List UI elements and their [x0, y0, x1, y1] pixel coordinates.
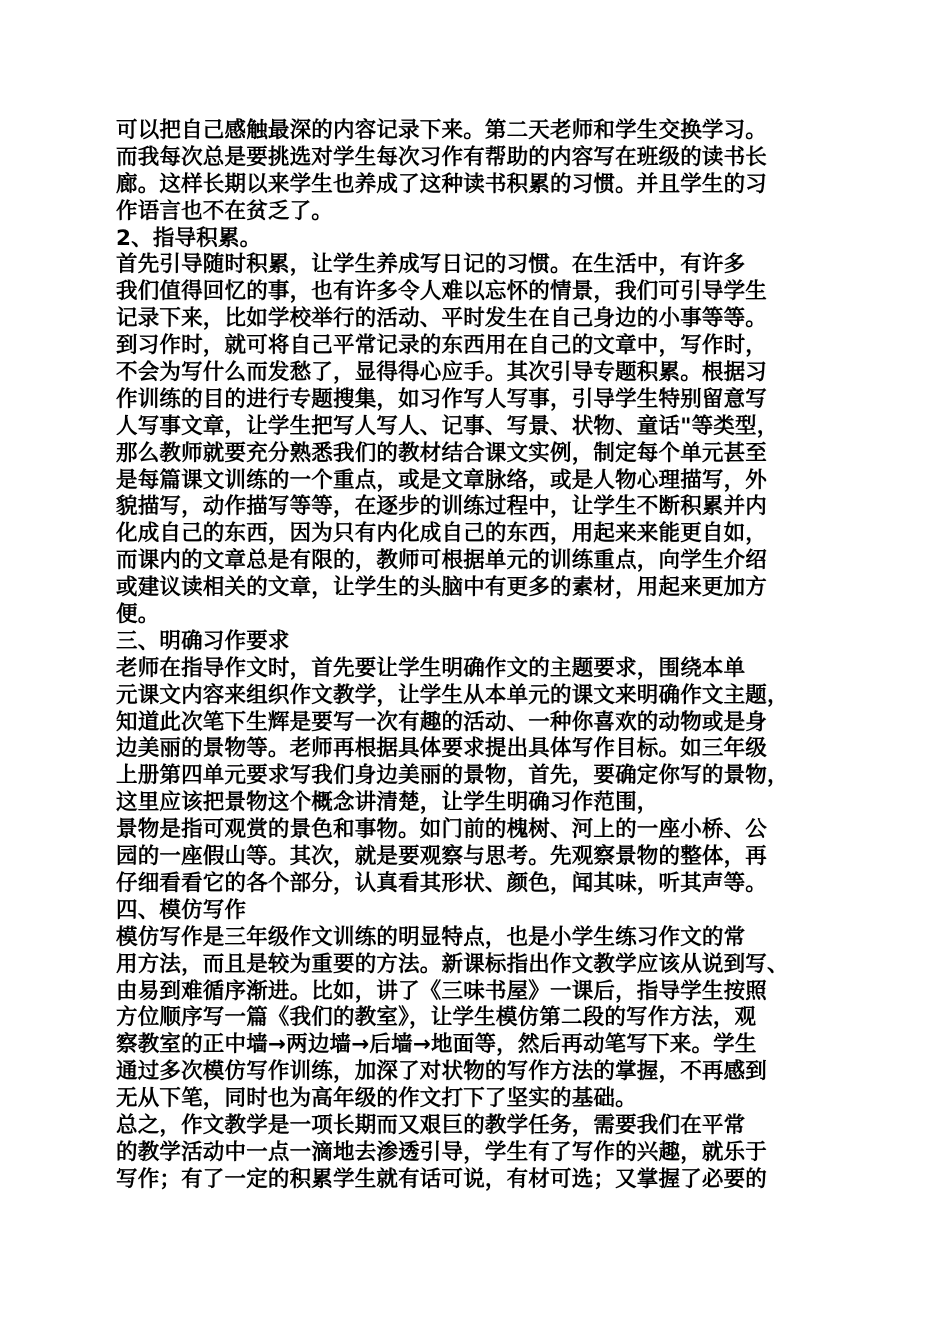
text-line: 我们值得回忆的事，也有许多令人难以忘怀的情景，我们可引导学生: [116, 279, 768, 305]
text-line: 而我每次总是要挑选对学生每次习作有帮助的内容写在班级的读书长: [116, 144, 768, 170]
text-line: 上册第四单元要求写我们身边美丽的景物，首先，要确定你写的景物，: [116, 763, 789, 789]
text-line: 可以把自己感触最深的内容记录下来。第二天老师和学生交换学习。: [116, 118, 768, 143]
text-line: 无从下笔，同时也为高年级的作文打下了坚实的基础。: [116, 1086, 637, 1112]
section-heading: 四、模仿写作: [116, 897, 247, 923]
text-line: 边美丽的景物等。老师再根据具体要求提出具体写作目标。如三年级: [116, 736, 768, 762]
text-line: 到习作时，就可将自己平常记录的东西用在自己的文章中，写作时，: [116, 333, 768, 359]
text-line: 模仿写作是三年级作文训练的明显特点，也是小学生练习作文的常: [116, 924, 746, 950]
text-line: 察教室的正中墙→两边墙→后墙→地面等，然后再动笔写下来。学生: [116, 1032, 757, 1058]
text-line: 而课内的文章总是有限的，教师可根据单元的训练重点，向学生介绍: [116, 548, 768, 574]
text-line: 元课文内容来组织作文教学，让学生从本单元的课文来明确作文主题，: [116, 682, 789, 708]
section-heading: 三、明确习作要求: [116, 628, 290, 654]
text-line: 总之，作文教学是一项长期而又艰巨的教学任务，需要我们在平常: [116, 1112, 746, 1138]
text-line: 首先引导随时积累，让学生养成写日记的习惯。在生活中，有许多: [116, 252, 746, 278]
text-line: 人写事文章，让学生把写人写人、记事、写景、状物、童话"等类型，: [116, 413, 779, 439]
text-line: 景物是指可观赏的景色和事物。如门前的槐树、河上的一座小桥、公: [116, 817, 768, 843]
text-line: 由易到难循序渐进。比如，讲了《三味书屋》一课后，指导学生按照: [116, 978, 768, 1004]
text-line: 作训练的目的进行专题搜集，如习作写人写事，引导学生特别留意写: [116, 386, 768, 412]
text-line: 化成自己的东西，因为只有内化成自己的东西，用起来来能更自如，: [116, 521, 768, 547]
text-line: 貌描写，动作描写等等，在逐步的训练过程中，让学生不断积累并内: [116, 494, 768, 520]
document-body: [116, 118, 856, 1194]
text-line: 通过多次模仿写作训练，加深了对状物的写作方法的掌握，不再感到: [116, 1059, 768, 1085]
text-line: 那么教师就要充分熟悉我们的教材结合课文实例，制定每个单元甚至: [116, 440, 768, 466]
text-line: 园的一座假山等。其次，就是要观察与思考。先观察景物的整体，再: [116, 844, 768, 870]
section-heading: 2、指导积累。: [116, 225, 262, 251]
text-line: 老师在指导作文时，首先要让学生明确作文的主题要求，围绕本单: [116, 655, 746, 681]
text-line: 是每篇课文训练的一个重点，或是文章脉络，或是人物心理描写，外: [116, 467, 768, 493]
text-line: 便。: [116, 602, 160, 628]
text-line: 仔细看看它的各个部分，认真看其形状、颜色，闻其味，听其声等。: [116, 870, 768, 896]
text-line: 这里应该把景物这个概念讲清楚，让学生明确习作范围，: [116, 790, 659, 816]
text-line: 作语言也不在贫乏了。: [116, 198, 334, 224]
text-line: 廊。这样长期以来学生也养成了这种读书积累的习惯。并且学生的习: [116, 171, 768, 197]
text-line: 用方法，而且是较为重要的方法。新课标指出作文教学应该从说到写、: [116, 951, 789, 977]
text-line: 知道此次笔下生辉是要写一次有趣的活动、一种你喜欢的动物或是身: [116, 709, 768, 735]
text-line: 方位顺序写一篇《我们的教室》，让学生模仿第二段的写作方法，观: [116, 1005, 757, 1031]
text-line: 记录下来，比如学校举行的活动、平时发生在自己身边的小事等等。: [116, 306, 768, 332]
text-line: 的教学活动中一点一滴地去渗透引导，学生有了写作的兴趣，就乐于: [116, 1139, 768, 1165]
text-line: 不会为写什么而发愁了，显得得心应手。其次引导专题积累。根据习: [116, 360, 768, 386]
text-line: 写作；有了一定的积累学生就有话可说，有材可选；又掌握了必要的: [116, 1166, 768, 1192]
text-line: 或建议读相关的文章，让学生的头脑中有更多的素材，用起来更加方: [116, 575, 768, 601]
